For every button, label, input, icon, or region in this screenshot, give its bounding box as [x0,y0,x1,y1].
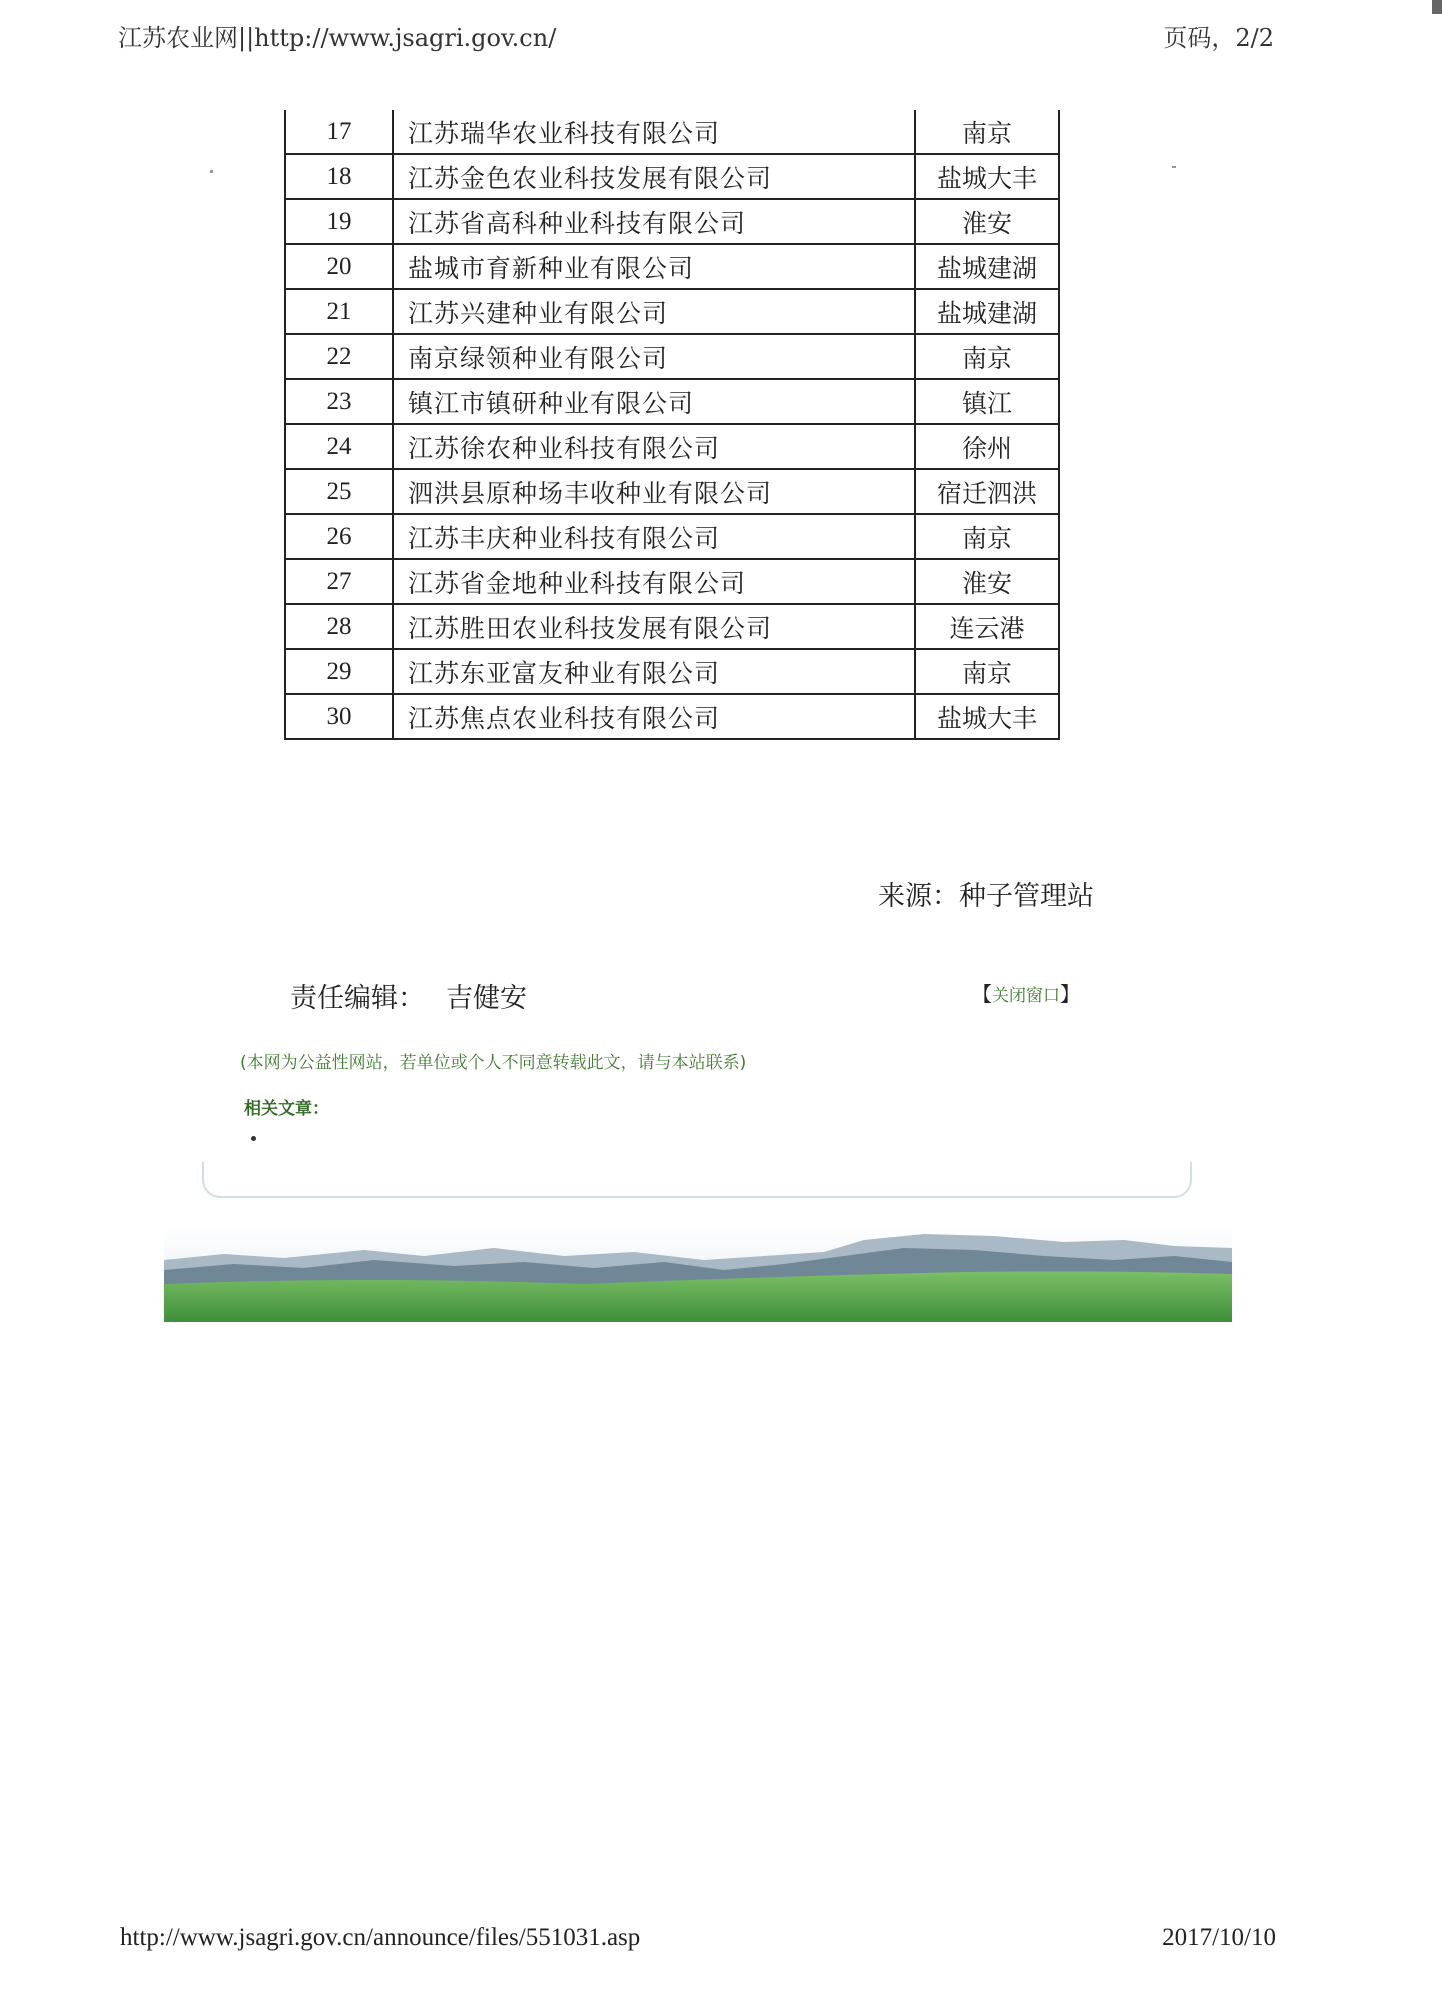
row-number: 26 [285,514,393,559]
row-number: 24 [285,424,393,469]
row-number: 29 [285,649,393,694]
table-row [285,694,1059,739]
article-source: 来源：种子管理站 [878,881,1094,912]
company-name: 江苏东亚富友种业有限公司 [393,649,915,694]
row-number: 22 [285,334,393,379]
company-name: 江苏丰庆种业科技有限公司 [393,514,915,559]
company-name: 镇江市镇研种业有限公司 [393,379,915,424]
table-row [285,469,1059,514]
company-name: 江苏兴建种业有限公司 [393,289,915,334]
company-location: 南京 [915,334,1059,379]
company-location: 盐城大丰 [915,694,1059,739]
company-location: 徐州 [915,424,1059,469]
print-header-page-number: 页码，2/2 [1163,24,1274,52]
company-name: 江苏省高科种业科技有限公司 [393,199,915,244]
company-location: 南京 [915,110,1059,154]
company-location: 盐城建湖 [915,244,1059,289]
close-window-bracket-left: 【 [972,982,992,1006]
table-row [285,649,1059,694]
copyright-notice: (本网为公益性网站，若单位或个人不同意转载此文，请与本站联系) [240,1053,747,1073]
company-location: 盐城建湖 [915,289,1059,334]
company-name: 江苏瑞华农业科技有限公司 [393,110,915,154]
scan-speck [210,170,213,173]
row-number: 25 [285,469,393,514]
responsible-editor-label: 责任编辑： [290,983,425,1014]
table-row [285,424,1059,469]
related-articles-frame [202,1162,1192,1198]
company-location: 淮安 [915,559,1059,604]
table-row [285,154,1059,199]
table-row [285,334,1059,379]
landscape-banner [164,1226,1232,1322]
close-window-link[interactable] [972,978,1080,1007]
company-name: 江苏徐农种业科技有限公司 [393,424,915,469]
company-name: 泗洪县原种场丰收种业有限公司 [393,469,915,514]
company-location: 淮安 [915,199,1059,244]
row-number: 30 [285,694,393,739]
seed-company-table [284,110,1060,740]
table-row [285,514,1059,559]
table-row [285,110,1059,154]
company-location: 南京 [915,649,1059,694]
table-row [285,244,1059,289]
row-number: 17 [285,110,393,154]
close-window-bracket-right: 】 [1060,982,1080,1006]
company-location: 镇江 [915,379,1059,424]
company-location: 连云港 [915,604,1059,649]
responsible-editor-name: 吉健安 [446,983,527,1014]
print-footer-url: http://www.jsagri.gov.cn/announce/files/551031.asp [120,1924,641,1951]
print-footer-date: 2017/10/10 [1162,1924,1276,1951]
table-row [285,604,1059,649]
related-articles-heading: 相关文章： [244,1099,329,1119]
company-name: 江苏胜田农业科技发展有限公司 [393,604,915,649]
row-number: 28 [285,604,393,649]
company-name: 江苏焦点农业科技有限公司 [393,694,915,739]
company-location: 南京 [915,514,1059,559]
scan-speck [1172,166,1176,168]
company-location: 盐城大丰 [915,154,1059,199]
company-name: 江苏金色农业科技发展有限公司 [393,154,915,199]
row-number: 23 [285,379,393,424]
seed-company-table-body [285,110,1059,739]
table-row [285,559,1059,604]
row-number: 21 [285,289,393,334]
table-row [285,199,1059,244]
close-window-label: 关闭窗口 [992,986,1060,1006]
company-name: 盐城市育新种业有限公司 [393,244,915,289]
company-name: 江苏省金地种业科技有限公司 [393,559,915,604]
scan-speck [1432,0,1442,14]
company-location: 宿迁泗洪 [915,469,1059,514]
row-number: 20 [285,244,393,289]
table-row [285,379,1059,424]
row-number: 19 [285,199,393,244]
row-number: 27 [285,559,393,604]
row-number: 18 [285,154,393,199]
table-row [285,289,1059,334]
company-name: 南京绿领种业有限公司 [393,334,915,379]
related-article-bullet-icon [251,1136,256,1141]
print-header-site: 江苏农业网||http://www.jsagri.gov.cn/ [118,24,557,52]
